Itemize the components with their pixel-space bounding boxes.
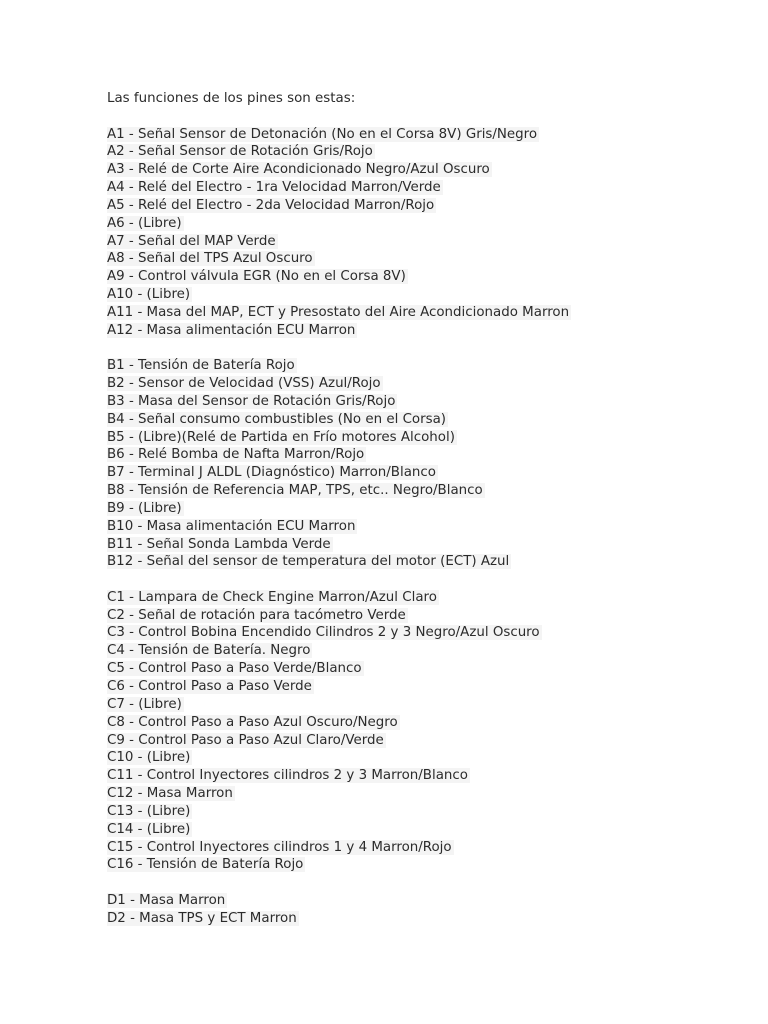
pin-line-text: A8 - Señal del TPS Azul Oscuro — [107, 251, 313, 267]
pin-line-text: B9 - (Libre) — [107, 500, 182, 516]
pin-line — [107, 536, 747, 554]
pin-line-text: C12 - Masa Marron — [107, 786, 233, 802]
pin-line — [107, 215, 747, 233]
pin-line-text: B10 - Masa alimentación ECU Marron — [107, 518, 356, 534]
pin-line — [107, 250, 747, 268]
pin-line — [107, 500, 747, 518]
pin-line-text: A6 - (Libre) — [107, 215, 182, 231]
pin-line — [107, 161, 747, 179]
pin-line-text: A12 - Masa alimentación ECU Marron — [107, 322, 356, 338]
pin-line-text: B12 - Señal del sensor de temperatura del motor (ECT) Azul — [107, 554, 510, 570]
pin-line — [107, 732, 747, 750]
pin-line — [107, 197, 747, 215]
pin-line — [107, 429, 747, 447]
pin-line — [107, 589, 747, 607]
pin-line-text: D1 - Masa Marron — [107, 892, 226, 908]
pin-line-text: A4 - Relé del Electro - 1ra Velocidad Marron/Verde — [107, 180, 441, 196]
pin-line-text: B3 - Masa del Sensor de Rotación Gris/Rojo — [107, 393, 396, 409]
pin-group-a — [107, 126, 747, 340]
pin-line — [107, 268, 747, 286]
pin-line — [107, 411, 747, 429]
pin-line — [107, 179, 747, 197]
pin-line — [107, 553, 747, 571]
pin-line — [107, 839, 747, 857]
pin-group-d — [107, 892, 747, 928]
pin-line — [107, 322, 747, 340]
pin-line — [107, 126, 747, 144]
pin-line-text: C11 - Control Inyectores cilindros 2 y 3 Marron/Blanco — [107, 768, 468, 784]
pin-groups — [107, 126, 747, 928]
pin-line-text: C9 - Control Paso a Paso Azul Claro/Verde — [107, 732, 384, 748]
pin-line-text: B11 - Señal Sonda Lambda Verde — [107, 536, 331, 552]
pin-line-text: A5 - Relé del Electro - 2da Velocidad Marron/Rojo — [107, 197, 435, 213]
pin-group-b — [107, 357, 747, 571]
intro-label: Las funciones de los pines son estas: — [107, 91, 356, 106]
pin-line — [107, 642, 747, 660]
pin-line-text: B4 - Señal consumo combustibles (No en el Corsa) — [107, 411, 447, 427]
pin-line — [107, 393, 747, 411]
pin-line — [107, 607, 747, 625]
pin-line-text: A7 - Señal del MAP Verde — [107, 233, 276, 249]
pin-line-text: B5 - (Libre)(Relé de Partida en Frío motores Alcohol) — [107, 429, 455, 445]
pin-line-text: C7 - (Libre) — [107, 696, 182, 712]
pin-line-text: C15 - Control Inyectores cilindros 1 y 4 Marron/Rojo — [107, 839, 452, 855]
pin-line-text: C10 - (Libre) — [107, 750, 191, 766]
pin-line-text: B8 - Tensión de Referencia MAP, TPS, etc.. Negro/Blanco — [107, 483, 483, 499]
pin-line-text: B2 - Sensor de Velocidad (VSS) Azul/Rojo — [107, 375, 381, 391]
pin-line-text: C4 - Tensión de Batería. Negro — [107, 643, 311, 659]
pin-line — [107, 749, 747, 767]
pin-line-text: B7 - Terminal J ALDL (Diagnóstico) Marron/Blanco — [107, 465, 436, 481]
pin-line-text: B1 - Tensión de Batería Rojo — [107, 358, 295, 374]
pin-line-text: C13 - (Libre) — [107, 803, 191, 819]
pin-line — [107, 233, 747, 251]
pin-line — [107, 482, 747, 500]
pin-line — [107, 785, 747, 803]
pin-line-text: A10 - (Libre) — [107, 287, 191, 303]
pin-line — [107, 446, 747, 464]
pin-line — [107, 624, 747, 642]
pin-line-text: C8 - Control Paso a Paso Azul Oscuro/Negro — [107, 714, 398, 730]
pin-line — [107, 696, 747, 714]
pin-line-text: C1 - Lampara de Check Engine Marron/Azul Claro — [107, 589, 437, 605]
pin-line — [107, 286, 747, 304]
pin-line — [107, 821, 747, 839]
document-page — [107, 90, 747, 927]
pin-line — [107, 714, 747, 732]
pin-line — [107, 767, 747, 785]
pin-line-text: C14 - (Libre) — [107, 821, 191, 837]
pin-line-text: C5 - Control Paso a Paso Verde/Blanco — [107, 661, 362, 677]
pin-line — [107, 518, 747, 536]
intro-text — [107, 90, 747, 108]
pin-group-c — [107, 589, 747, 875]
pin-line — [107, 892, 747, 910]
pin-line — [107, 910, 747, 928]
pin-line — [107, 856, 747, 874]
pin-line — [107, 143, 747, 161]
pin-line-text: C6 - Control Paso a Paso Verde — [107, 678, 312, 694]
pin-line-text: A11 - Masa del MAP, ECT y Presostato del Aire Acondicionado Marron — [107, 304, 570, 320]
pin-line-text: C3 - Control Bobina Encendido Cilindros 2 y 3 Negro/Azul Oscuro — [107, 625, 540, 641]
pin-line — [107, 660, 747, 678]
pin-line-text: C16 - Tensión de Batería Rojo — [107, 857, 304, 873]
pin-line — [107, 357, 747, 375]
pin-line — [107, 464, 747, 482]
pin-line-text: A9 - Control válvula EGR (No en el Corsa 8V) — [107, 269, 406, 285]
pin-line-text: A2 - Señal Sensor de Rotación Gris/Rojo — [107, 144, 373, 160]
pin-line — [107, 304, 747, 322]
pin-line-text: C2 - Señal de rotación para tacómetro Verde — [107, 607, 406, 623]
pin-line-text: D2 - Masa TPS y ECT Marron — [107, 910, 297, 926]
pin-line-text: A3 - Relé de Corte Aire Acondicionado Negro/Azul Oscuro — [107, 162, 490, 178]
pin-line — [107, 375, 747, 393]
pin-line-text: A1 - Señal Sensor de Detonación (No en el Corsa 8V) Gris/Negro — [107, 126, 538, 142]
pin-line-text: B6 - Relé Bomba de Nafta Marron/Rojo — [107, 447, 365, 463]
pin-line — [107, 803, 747, 821]
pin-line — [107, 678, 747, 696]
